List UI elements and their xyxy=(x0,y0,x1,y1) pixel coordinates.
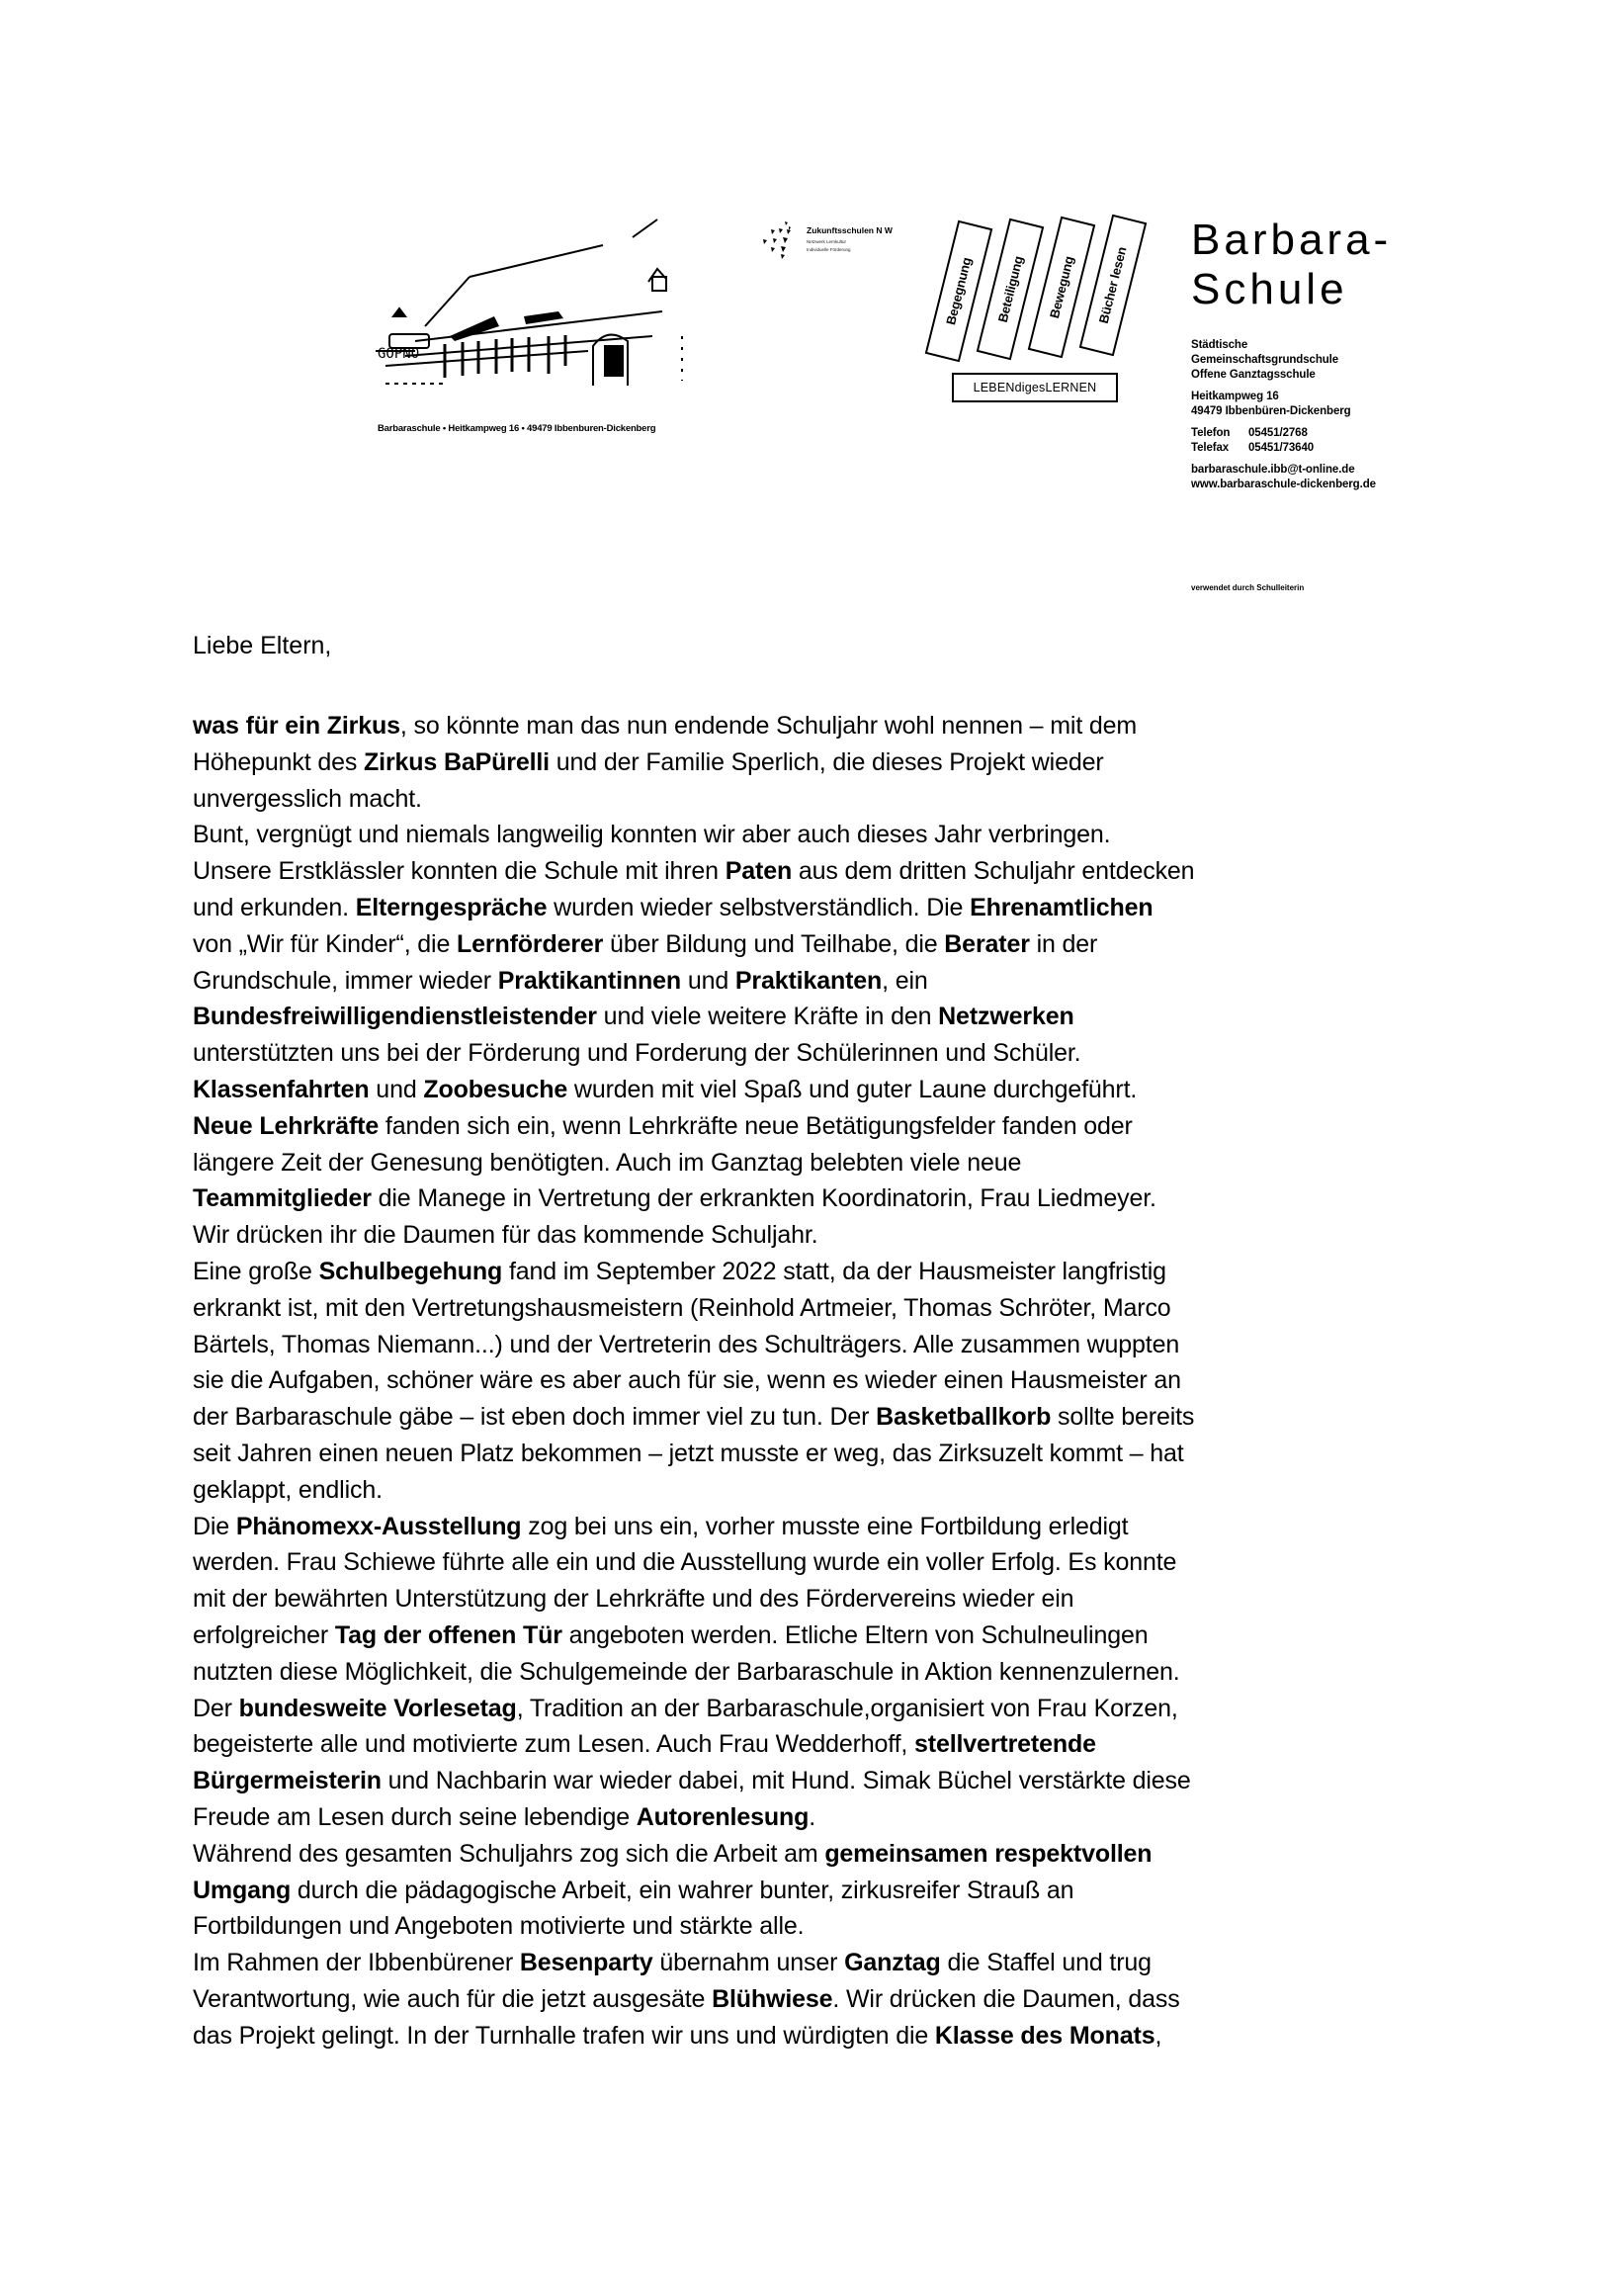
school-building-logo-icon xyxy=(356,218,712,395)
text-run: Unsere Erstklässler konnten die Schule mit ihren xyxy=(193,857,726,886)
spine-label: Bücher lesen xyxy=(1096,245,1130,325)
bold-phrase: Elterngespräche xyxy=(355,893,548,921)
letter-line xyxy=(193,1945,1478,1981)
text-run: Bunt, vergnügt und niemals langweilig konnten wir aber auch dieses Jahr verbringen. xyxy=(193,821,1111,849)
letter-line xyxy=(193,1873,1478,1909)
fax-label: Telefax xyxy=(1191,442,1230,454)
spine-label: Bewegung xyxy=(1046,254,1077,320)
bold-phrase: Netzwerken xyxy=(938,1003,1074,1031)
bold-phrase: Ganztag xyxy=(844,1949,941,1977)
zukunftsschulen-title: Zukunftsschulen N W xyxy=(807,225,893,235)
svg-text:GOPNO: GOPNO xyxy=(378,346,420,362)
text-run: nutzten diese Möglichkeit, die Schulgemeinde der Barbaraschule in Aktion kennenzulernen. xyxy=(193,1657,1180,1686)
bold-phrase: stellvertretende xyxy=(914,1730,1096,1759)
text-run: Grundschule, immer wieder xyxy=(193,966,498,995)
text-run: aus dem dritten Schuljahr entdecken xyxy=(792,857,1195,886)
bold-phrase: Bürgermeisterin xyxy=(193,1767,382,1795)
letter-line xyxy=(193,1617,1478,1654)
text-run: mit der bewährten Unterstützung der Lehrkräfte und des Fördervereins wieder ein xyxy=(193,1585,1074,1614)
text-run: längere Zeit der Genesung benötigten. Auch im Ganztag belebten viele neue xyxy=(193,1148,1022,1177)
letter-line xyxy=(193,744,1478,781)
text-run: fand im September 2022 statt, da der Hausmeister langfristig xyxy=(502,1257,1166,1285)
text-run: Im Rahmen der Ibbenbürener xyxy=(193,1949,520,1977)
phone-number: 05451/2768 xyxy=(1248,427,1308,439)
bold-phrase: Phänomexx-Ausstellung xyxy=(235,1512,522,1540)
letter-line xyxy=(193,1217,1478,1254)
phone-label: Telefon xyxy=(1191,427,1231,439)
text-run: werden. Frau Schiewe führte alle ein und die Ausstellung wurde ein voller Erfolg. Es konnte xyxy=(193,1548,1177,1577)
motto-box: LEBENdigesLERNEN xyxy=(952,373,1118,402)
text-run: angeboten werden. Etliche Eltern von Schulneulingen xyxy=(561,1620,1149,1649)
book-spines-logo xyxy=(929,213,1156,371)
letter-line xyxy=(193,999,1478,1035)
text-run: und der Familie Sperlich, die dieses Projekt wieder xyxy=(549,747,1104,776)
letter-line xyxy=(193,708,1478,744)
text-run: und viele weitere Kräfte in den xyxy=(596,1003,939,1031)
school-name-line: Schule xyxy=(1191,265,1348,313)
text-run: der Barbaraschule gäbe – ist eben doch immer viel zu tun. Der xyxy=(193,1403,877,1432)
letter-line xyxy=(193,1544,1478,1581)
letter-line xyxy=(193,1509,1478,1545)
text-run: und erkunden. xyxy=(193,893,356,921)
letter-line xyxy=(193,1362,1478,1399)
text-run: , ein xyxy=(882,966,928,995)
letter-line xyxy=(193,963,1478,1000)
text-run: Bärtels, Thomas Niemann...) und der Vertreterin des Schulträgers. Alle zusammen wuppten xyxy=(193,1330,1180,1358)
text-run: von „Wir für Kinder“, die xyxy=(193,929,458,958)
text-run: , Tradition an der Barbaraschule,organisiert von Frau Korzen, xyxy=(516,1694,1178,1722)
letter-line xyxy=(193,1145,1478,1181)
text-run: sie die Aufgaben, schöner wäre es aber auch für sie, wenn es wieder einen Hausmeister an xyxy=(193,1366,1181,1395)
text-run: erfolgreicher xyxy=(193,1620,335,1649)
text-run: Der xyxy=(193,1694,239,1722)
school-name xyxy=(1191,216,1392,314)
text-run: geklappt, endlich. xyxy=(193,1475,383,1504)
bold-phrase: bundesweite Vorlesetag xyxy=(238,1694,517,1722)
letter-line xyxy=(193,781,1478,818)
text-run: zog bei uns ein, vorher musste eine Fortbildung erledigt xyxy=(521,1512,1129,1540)
bold-phrase: Basketballkorb xyxy=(876,1403,1052,1432)
bold-phrase: Zirkus BaPürelli xyxy=(364,747,550,776)
text-run: durch die pädagogische Arbeit, ein wahrer bunter, zirkusreifer Strauß an xyxy=(291,1876,1074,1904)
text-run: unterstützten uns bei der Förderung und Forderung der Schülerinnen und Schüler. xyxy=(193,1039,1081,1068)
text-run: , so könnte man das nun endende Schuljahr wohl nennen – mit dem xyxy=(399,712,1138,740)
bold-phrase: Bundesfreiwilligendienstleistender xyxy=(193,1003,597,1031)
bold-phrase: Umgang xyxy=(193,1876,292,1904)
text-run: wurden wieder selbstverständlich. Die xyxy=(547,893,971,921)
text-run: , xyxy=(1154,2021,1162,2050)
fax-row xyxy=(1191,441,1376,456)
bold-phrase: Blühwiese xyxy=(712,1984,833,2013)
bold-phrase: Klassenfahrten xyxy=(193,1075,370,1103)
bold-phrase: Praktikanten xyxy=(734,966,883,995)
letter-line xyxy=(193,1654,1478,1691)
text-run: in der xyxy=(1029,929,1098,958)
zukunftsschulen-subtitle: Netzwerk Lernkultur xyxy=(807,239,847,244)
letter-line xyxy=(193,926,1478,963)
text-run: Die xyxy=(193,1512,236,1540)
letter-line xyxy=(193,1799,1478,1836)
school-street: Heitkampweg 16 xyxy=(1191,391,1279,402)
text-run: über Bildung und Teilhabe, die xyxy=(603,929,945,958)
text-run: seit Jahren einen neuen Platz bekommen – jetzt musste er weg, das Zirksuzelt kommt – hat xyxy=(193,1439,1184,1467)
text-run: Während des gesamten Schuljahrs zog sich die Arbeit am xyxy=(193,1839,825,1868)
school-type: Gemeinschaftsgrundschule xyxy=(1191,354,1339,366)
fax-number: 05451/73640 xyxy=(1248,442,1315,454)
school-type: Offene Ganztagsschule xyxy=(1191,369,1316,381)
text-run: übernahm unser xyxy=(652,1949,845,1977)
bold-phrase: Besenparty xyxy=(519,1949,653,1977)
letter-line xyxy=(193,1290,1478,1327)
letter-line xyxy=(193,2018,1478,2054)
phone-row xyxy=(1191,426,1376,441)
text-run: Freude am Lesen durch seine lebendige xyxy=(193,1802,637,1831)
school-name-line: Barbara- xyxy=(1191,216,1393,264)
school-email: barbaraschule.ibb@t-online.de xyxy=(1191,464,1355,476)
text-run: Verantwortung, wie auch für die jetzt ausgesäte xyxy=(193,1984,713,2013)
school-website: www.barbaraschule-dickenberg.de xyxy=(1191,479,1376,490)
text-run: Fortbildungen und Angeboten motivierte und stärkte alle. xyxy=(193,1912,805,1941)
letter-line xyxy=(193,1908,1478,1945)
text-run: . xyxy=(809,1802,816,1831)
letter-line xyxy=(193,817,1478,853)
text-run: unvergesslich macht. xyxy=(193,784,422,813)
letter-line xyxy=(193,1399,1478,1436)
bold-phrase: Neue Lehrkräfte xyxy=(193,1111,380,1140)
school-type: Städtische xyxy=(1191,339,1248,351)
letter-line xyxy=(193,853,1478,890)
used-by-note: verwendet durch Schulleiterin xyxy=(1191,583,1305,592)
school-contact-block xyxy=(1191,338,1376,499)
letter-body xyxy=(193,708,1478,2054)
bold-phrase: Teammitglieder xyxy=(193,1184,372,1213)
letter-line xyxy=(193,1035,1478,1072)
text-run: Eine große xyxy=(193,1257,319,1285)
bold-phrase: Klasse des Monats xyxy=(934,2021,1155,2050)
text-run: . Wir drücken die Daumen, dass xyxy=(832,1984,1180,2013)
letter-line xyxy=(193,1436,1478,1472)
letter-line xyxy=(193,1581,1478,1617)
spine-label: Beteiligung xyxy=(994,254,1026,324)
text-run: wurden mit viel Spaß und guter Laune durchgeführt. xyxy=(567,1075,1138,1103)
text-run: fanden sich ein, wenn Lehrkräfte neue Betätigungsfelder fanden oder xyxy=(379,1111,1133,1140)
text-run: und xyxy=(369,1075,424,1103)
bold-phrase: gemeinsamen respektvollen xyxy=(824,1839,1153,1868)
letter-line xyxy=(193,1726,1478,1763)
letter-line xyxy=(193,1072,1478,1108)
text-run: begeisterte alle und motivierte zum Lesen. Auch Frau Wedderhoff, xyxy=(193,1730,915,1759)
letter-line xyxy=(193,1108,1478,1145)
spine-label: Begegnung xyxy=(943,255,975,327)
text-run: und xyxy=(681,966,735,995)
letter-line xyxy=(193,1254,1478,1290)
bold-phrase: Autorenlesung xyxy=(636,1802,810,1831)
text-run: die Manege in Vertretung der erkrankten Koordinatorin, Frau Liedmeyer. xyxy=(371,1184,1156,1213)
letter-line xyxy=(193,1981,1478,2018)
bold-phrase: Paten xyxy=(725,857,793,886)
bold-phrase: Schulbegehung xyxy=(318,1257,503,1285)
letter-line xyxy=(193,1472,1478,1509)
school-city: 49479 Ibbenbüren-Dickenberg xyxy=(1191,405,1351,417)
bold-phrase: was für ein Zirkus xyxy=(193,712,400,740)
bold-phrase: Berater xyxy=(944,929,1030,958)
letter-line xyxy=(193,1691,1478,1727)
letter-line xyxy=(193,1836,1478,1873)
text-run: Höhepunkt des xyxy=(193,747,365,776)
letter-line xyxy=(193,1763,1478,1799)
salutation: Liebe Eltern, xyxy=(193,632,332,659)
text-run: Wir drücken ihr die Daumen für das kommende Schuljahr. xyxy=(193,1221,818,1250)
zukunftsschulen-logo-icon xyxy=(751,219,791,259)
text-run: sollte bereits xyxy=(1051,1403,1195,1432)
sender-address-line: Barbaraschule • Heitkampweg 16 • 49479 Ibbenburen-Dickenberg xyxy=(378,423,656,434)
bold-phrase: Zoobesuche xyxy=(423,1075,568,1103)
letter-line xyxy=(193,890,1478,926)
bold-phrase: Lernförderer xyxy=(457,929,604,958)
letter-line xyxy=(193,1327,1478,1363)
letter-line xyxy=(193,1180,1478,1217)
bold-phrase: Ehrenamtlichen xyxy=(970,893,1154,921)
text-run: das Projekt gelingt. In der Turnhalle trafen wir uns und würdigten die xyxy=(193,2021,935,2050)
zukunftsschulen-subtitle: Individuelle Förderung xyxy=(807,247,851,252)
text-run: erkrankt ist, mit den Vertretungshausmeistern (Reinhold Artmeier, Thomas Schröter, Marco xyxy=(193,1293,1171,1322)
text-run: die Staffel und trug xyxy=(940,1949,1152,1977)
text-run: und Nachbarin war wieder dabei, mit Hund. Simak Büchel verstärkte diese xyxy=(381,1767,1191,1795)
bold-phrase: Tag der offenen Tür xyxy=(334,1620,562,1649)
bold-phrase: Praktikantinnen xyxy=(497,966,682,995)
